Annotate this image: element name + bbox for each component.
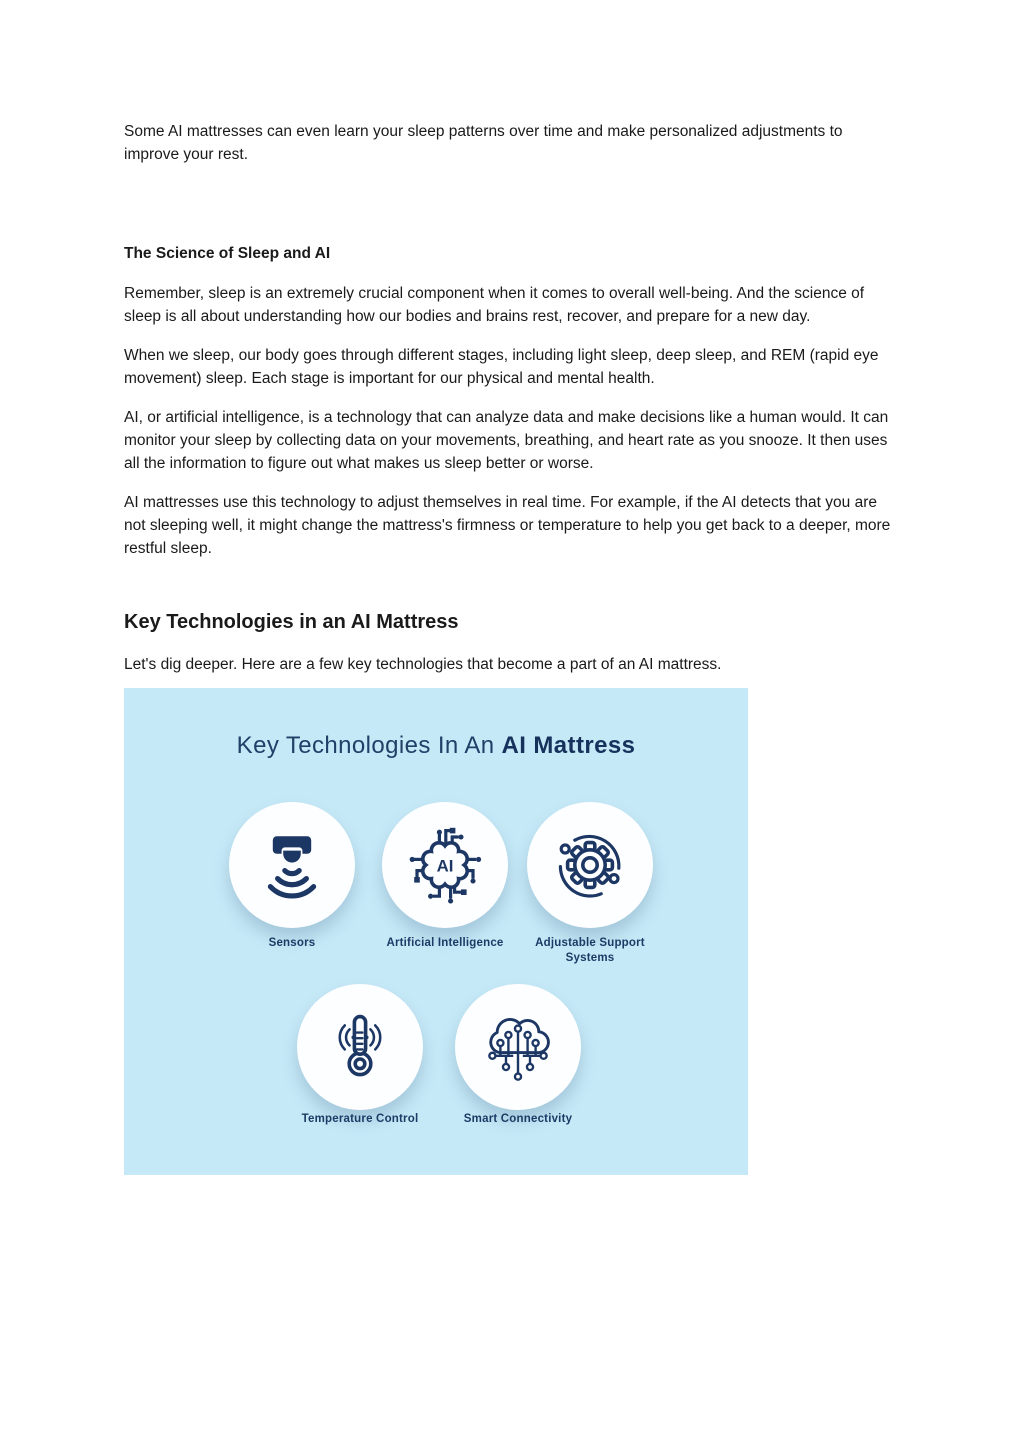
infographic-title-bold: AI Mattress [501,732,636,759]
motion-sensor-icon [252,825,332,905]
paragraph-sleep-science-4: AI mattresses use this technology to adjust themselves in real time. For example, if the AI detects that you are not sleeping well, it might change the mattress's firmness or temperature to help you get back to a deeper, more restful sleep. [124,494,891,557]
artificial-intelligence-label: Artificial Intelligence [386,937,504,949]
heading-science-of-sleep: The Science of Sleep and AI [124,245,331,262]
smart-connectivity-label: Smart Connectivity [463,1113,573,1125]
infographic-title [124,732,748,760]
ai-chip-icon [405,825,485,905]
sensors-circle [229,802,355,928]
adjustable-support-label: Adjustable Support Systems [535,937,645,964]
svg-text:AI: AI [436,856,454,876]
temperature-control-label: Temperature Control [301,1113,419,1125]
temperature-control-circle [297,984,423,1110]
key-technologies-infographic [124,688,748,1175]
paragraph-sleep-science-1: Remember, sleep is an extremely crucial component when it comes to overall well-being. And the science of sleep is all about understanding how our bodies and brains rest, recover, and prepare for a new day. [124,285,865,325]
heading-key-technologies: Key Technologies in an AI Mattress [124,611,459,633]
paragraph-sleep-science-2: When we sleep, our body goes through different stages, including light sleep, deep sleep, and REM (rapid eye movement) sleep. Each stage is important for our physical and mental health. [124,347,879,387]
sensors-label: Sensors [268,937,316,949]
cloud-circuit-icon [478,1007,558,1087]
adjustable-support-circle [527,802,653,928]
smart-connectivity-circle [455,984,581,1110]
paragraph-sleep-science-3: AI, or artificial intelligence, is a technology that can analyze data and make decisions like a human would. It can monitor your sleep by collecting data on your movements, breathing, and heart rate as you snooze. It then uses all the information to figure out what makes us sleep better or worse. [124,409,889,472]
artificial-intelligence-circle [382,802,508,928]
paragraph-lead: Let's dig deeper. Here are a few key technologies that become a part of an AI mattress. [124,656,722,673]
infographic-title-regular: Key Technologies In An [236,732,495,759]
gear-orbit-icon [550,825,630,905]
paragraph-intro: Some AI mattresses can even learn your sleep patterns over time and make personalized adjustments to improve your rest. [124,123,843,163]
thermometer-signal-icon [320,1007,400,1087]
